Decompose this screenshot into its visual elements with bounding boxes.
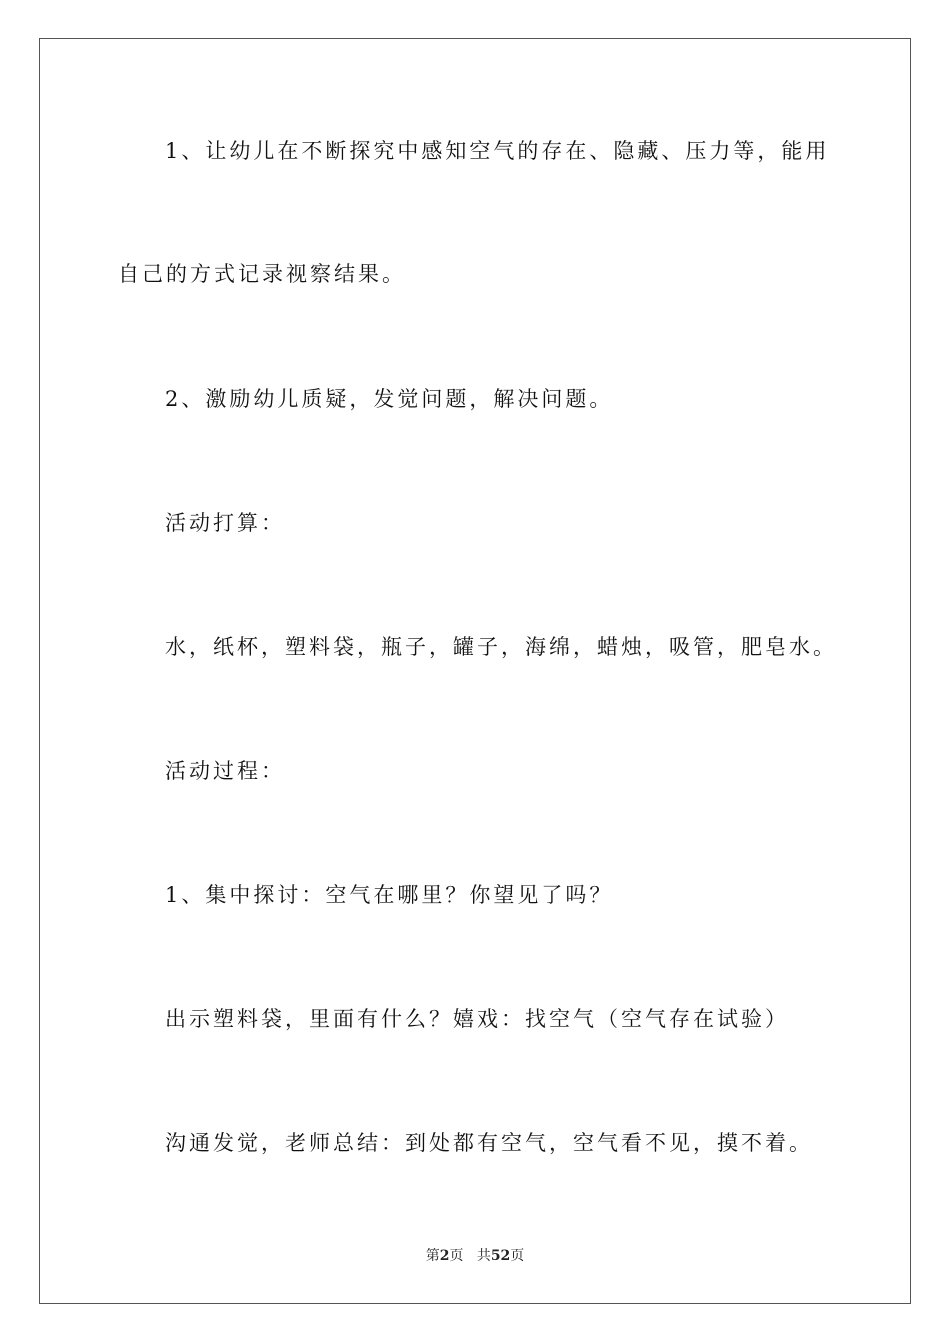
footer-page-suffix: 页 — [449, 1248, 464, 1264]
footer-page-prefix: 第 — [425, 1248, 440, 1264]
page-border — [39, 38, 911, 1304]
paragraph-goal-1-line-1: 1、让幼儿在不断探究中感知空气的存在、隐藏、压力等，能用 — [165, 139, 830, 163]
footer-page-number: 2 — [439, 1248, 450, 1264]
paragraph-goal-1-line-2: 自己的方式记录视察结果。 — [118, 262, 406, 286]
page-footer — [0, 1246, 950, 1266]
heading-preparation: 活动打算： — [165, 511, 285, 535]
heading-process: 活动过程： — [165, 759, 285, 783]
paragraph-materials: 水，纸杯，塑料袋，瓶子，罐子，海绵，蜡烛，吸管，肥皂水。 — [165, 635, 837, 659]
paragraph-goal-2: 2、激励幼儿质疑，发觉问题，解决问题。 — [165, 387, 614, 411]
paragraph-summary: 沟通发觉，老师总结：到处都有空气，空气看不见，摸不着。 — [165, 1131, 813, 1155]
footer-total-suffix: 页 — [510, 1248, 525, 1264]
footer-total-prefix: 共 — [476, 1248, 491, 1264]
footer-total-pages: 52 — [490, 1248, 511, 1264]
paragraph-step-1: 1、集中探讨：空气在哪里？你望见了吗？ — [165, 883, 614, 907]
paragraph-step-1-detail: 出示塑料袋，里面有什么？嬉戏：找空气（空气存在试验） — [165, 1007, 789, 1031]
